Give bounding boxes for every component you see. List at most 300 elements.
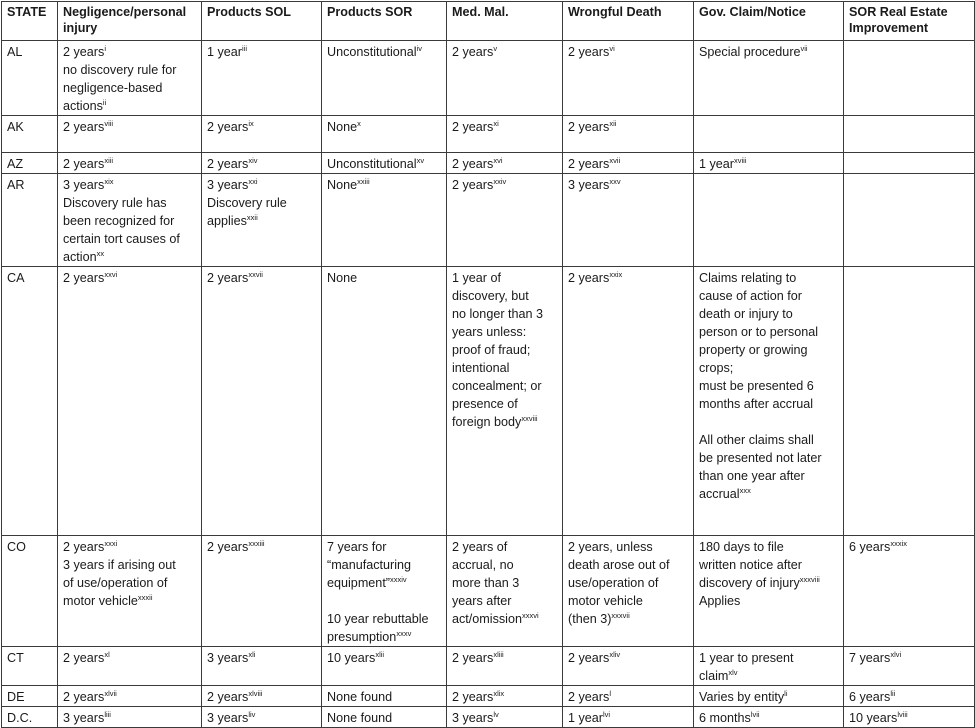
- cell-text: must be presented 6: [699, 379, 814, 393]
- cell-line: [568, 556, 689, 574]
- cell-text: 1 year: [207, 45, 243, 59]
- sor-real-estate-cell: [844, 153, 975, 174]
- table-row: [2, 174, 975, 267]
- med-mal-cell: [447, 536, 563, 647]
- cell-text: 2 years: [452, 157, 494, 171]
- cell-text: 2 years: [63, 540, 105, 554]
- paragraph-gap: [327, 592, 442, 610]
- cell-text: 2 years: [452, 120, 494, 134]
- cell-line: [327, 176, 442, 194]
- cell-text: of use/operation of: [63, 576, 168, 590]
- negligence-cell: [58, 153, 202, 174]
- cell-text: 10 years: [327, 651, 376, 665]
- footnote-marker: viii: [104, 119, 114, 128]
- gov-claim-cell: [694, 267, 844, 536]
- cell-text: 180 days to file: [699, 540, 784, 554]
- cell-text: 6 years: [849, 540, 891, 554]
- cell-line: [63, 176, 197, 194]
- cell-text: 3 years: [63, 178, 105, 192]
- cell-line: [452, 574, 558, 592]
- table-row: [2, 686, 975, 707]
- negligence-cell: [58, 41, 202, 116]
- cell-text: 2 years: [63, 271, 105, 285]
- cell-text: 2 years: [568, 120, 610, 134]
- negligence-cell: [58, 686, 202, 707]
- cell-text: 1 year to present: [699, 651, 794, 665]
- cell-line: [699, 649, 839, 667]
- footnote-marker: xxviii: [521, 414, 538, 423]
- cell-text: 3 years: [207, 651, 249, 665]
- cell-line: [207, 688, 317, 706]
- cell-line: [568, 269, 689, 287]
- products-sol-cell: [202, 647, 322, 686]
- products-sol-cell: [202, 267, 322, 536]
- footnote-marker: xxiii: [357, 177, 370, 186]
- cell-text: act/omission: [452, 612, 522, 626]
- cell-line: [327, 118, 442, 136]
- cell-line: [568, 592, 689, 610]
- gov-claim-cell: [694, 686, 844, 707]
- header-state: STATE: [2, 2, 58, 41]
- cell-text: motor vehicle: [568, 594, 643, 608]
- cell-line: [63, 61, 197, 79]
- products-sol-cell: [202, 41, 322, 116]
- table-row: [2, 116, 975, 153]
- cell-line: [699, 395, 839, 413]
- negligence-cell: [58, 116, 202, 153]
- cell-text: Special procedure: [699, 45, 801, 59]
- cell-line: [568, 155, 689, 173]
- cell-line: [452, 155, 558, 173]
- wrongful-death-cell: [563, 536, 694, 647]
- footnote-marker: liii: [104, 710, 111, 719]
- footnote-marker: xxvii: [248, 270, 263, 279]
- gov-claim-cell: [694, 174, 844, 267]
- cell-text: Discovery rule has: [63, 196, 167, 210]
- cell-text: accrual, no: [452, 558, 514, 572]
- footnote-marker: xliv: [609, 650, 621, 659]
- footnote-marker: xvi: [493, 156, 503, 165]
- cell-line: [452, 323, 558, 341]
- cell-line: [699, 538, 839, 556]
- footnote-marker: lv: [493, 710, 499, 719]
- cell-text: written notice after: [699, 558, 802, 572]
- cell-text: be presented not later: [699, 451, 822, 465]
- cell-text: 2 years: [452, 45, 494, 59]
- footnote-marker: xxx: [739, 486, 751, 495]
- cell-text: Applies: [699, 594, 741, 608]
- cell-text: equipment”: [327, 576, 391, 590]
- cell-line: [699, 485, 839, 503]
- cell-text: 2 years: [63, 651, 105, 665]
- wrongful-death-cell: [563, 267, 694, 536]
- cell-text: (then 3): [568, 612, 612, 626]
- footnote-marker: xlvi: [890, 650, 902, 659]
- cell-text: 2 years of: [452, 540, 508, 554]
- table-row: [2, 536, 975, 647]
- cell-text: cause of action for: [699, 289, 802, 303]
- products-sor-cell: [322, 686, 447, 707]
- state-cell: AL: [2, 41, 58, 116]
- cell-text: been recognized for: [63, 214, 175, 228]
- cell-text: 2 years: [568, 45, 610, 59]
- negligence-cell: [58, 267, 202, 536]
- table-row: [2, 41, 975, 116]
- cell-line: [63, 592, 197, 610]
- sor-real-estate-cell: [844, 41, 975, 116]
- cell-text: 2 years: [452, 651, 494, 665]
- cell-line: [699, 574, 839, 592]
- cell-text: 10 years: [849, 711, 898, 725]
- cell-line: [699, 287, 839, 305]
- cell-text: None: [327, 271, 358, 285]
- footnote-marker: lvi: [603, 710, 611, 719]
- footnote-marker: xl: [104, 650, 110, 659]
- cell-text: no longer than 3: [452, 307, 544, 321]
- cell-text: 2 years: [207, 271, 249, 285]
- footnote-marker: xxiv: [493, 177, 507, 186]
- cell-line: [568, 538, 689, 556]
- cell-line: [63, 649, 197, 667]
- cell-text: 6 months: [699, 711, 751, 725]
- cell-line: [452, 610, 558, 628]
- products-sor-cell: [322, 174, 447, 267]
- footnote-marker: i: [104, 44, 106, 53]
- footnote-marker: xxix: [609, 270, 623, 279]
- footnote-marker: xxvi: [104, 270, 118, 279]
- cell-line: [207, 118, 317, 136]
- cell-text: foreign body: [452, 415, 522, 429]
- footnote-marker: xxi: [248, 177, 258, 186]
- cell-line: [327, 269, 442, 287]
- cell-line: [452, 395, 558, 413]
- cell-text: proof of fraud;: [452, 343, 531, 357]
- cell-text: use/operation of: [568, 576, 659, 590]
- sor-real-estate-cell: [844, 536, 975, 647]
- cell-line: [699, 323, 839, 341]
- cell-text: 2 years: [568, 690, 610, 704]
- gov-claim-cell: [694, 153, 844, 174]
- cell-text: claim: [699, 669, 729, 683]
- header-row: [2, 2, 975, 41]
- sor-real-estate-cell: [844, 116, 975, 153]
- cell-text: None: [327, 178, 358, 192]
- cell-line: [849, 649, 970, 667]
- cell-text: action: [63, 250, 97, 264]
- products-sor-cell: [322, 707, 447, 728]
- cell-text: Unconstitutional: [327, 157, 417, 171]
- cell-text: crops;: [699, 361, 734, 375]
- negligence-cell: [58, 536, 202, 647]
- footnote-marker: xlv: [728, 668, 738, 677]
- footnote-marker: xliii: [493, 650, 504, 659]
- products-sor-cell: [322, 116, 447, 153]
- wrongful-death-cell: [563, 116, 694, 153]
- cell-line: [207, 269, 317, 287]
- footnote-marker: xii: [609, 119, 617, 128]
- sor-real-estate-cell: [844, 686, 975, 707]
- products-sor-cell: [322, 41, 447, 116]
- cell-text: 2 years: [207, 540, 249, 554]
- footnote-marker: xxxiv: [390, 575, 407, 584]
- cell-line: [452, 341, 558, 359]
- cell-text: months after accrual: [699, 397, 814, 411]
- footnote-marker: vi: [609, 44, 615, 53]
- cell-line: [207, 212, 317, 230]
- cell-text: motor vehicle: [63, 594, 138, 608]
- cell-text: 10 year rebuttable: [327, 612, 429, 626]
- footnote-marker: xxii: [246, 213, 258, 222]
- cell-line: [699, 688, 839, 706]
- state-cell: CT: [2, 647, 58, 686]
- footnote-marker: xv: [416, 156, 425, 165]
- cell-text: presence of: [452, 397, 518, 411]
- negligence-cell: [58, 647, 202, 686]
- wrongful-death-cell: [563, 41, 694, 116]
- cell-text: years unless:: [452, 325, 527, 339]
- footnote-marker: xlvii: [104, 689, 117, 698]
- cell-text: Claims relating to: [699, 271, 797, 285]
- footnote-marker: xviii: [734, 156, 747, 165]
- gov-claim-cell: [694, 116, 844, 153]
- paragraph-gap: [699, 413, 839, 431]
- cell-line: [452, 688, 558, 706]
- cell-text: no discovery rule for: [63, 63, 177, 77]
- med-mal-cell: [447, 707, 563, 728]
- footnote-marker: xxxv: [396, 629, 412, 638]
- cell-line: [699, 341, 839, 359]
- cell-text: 2 years: [63, 120, 105, 134]
- header-med-mal: Med. Mal.: [447, 2, 563, 41]
- footnote-marker: xix: [104, 177, 114, 186]
- cell-line: [327, 574, 442, 592]
- state-cell: CO: [2, 536, 58, 647]
- cell-text: death or injury to: [699, 307, 793, 321]
- cell-line: [452, 287, 558, 305]
- footnote-marker: xvii: [609, 156, 621, 165]
- footnote-marker: xxxiii: [248, 539, 265, 548]
- cell-text: 7 years for: [327, 540, 387, 554]
- cell-text: 3 years: [63, 711, 105, 725]
- products-sor-cell: [322, 267, 447, 536]
- cell-line: [568, 118, 689, 136]
- cell-line: [452, 269, 558, 287]
- cell-text: None found: [327, 711, 393, 725]
- cell-line: [452, 377, 558, 395]
- footnote-marker: iv: [416, 44, 423, 53]
- footnote-marker: lvii: [750, 710, 760, 719]
- products-sol-cell: [202, 174, 322, 267]
- gov-claim-cell: [694, 647, 844, 686]
- cell-line: [849, 688, 970, 706]
- cell-text: discovery, but: [452, 289, 529, 303]
- cell-text: death arose out of: [568, 558, 670, 572]
- cell-text: 2 years: [452, 178, 494, 192]
- med-mal-cell: [447, 686, 563, 707]
- negligence-cell: [58, 174, 202, 267]
- footnote-marker: xiii: [104, 156, 114, 165]
- header-negligence: Negligence/personal injury: [58, 2, 202, 41]
- cell-text: 6 years: [849, 690, 891, 704]
- cell-text: 2 years: [63, 690, 105, 704]
- cell-line: [63, 688, 197, 706]
- cell-text: 3 years: [452, 711, 494, 725]
- cell-line: [327, 155, 442, 173]
- cell-text: 7 years: [849, 651, 891, 665]
- negligence-cell: [58, 707, 202, 728]
- cell-text: applies: [207, 214, 247, 228]
- cell-line: [63, 155, 197, 173]
- header-products-sor: Products SOR: [322, 2, 447, 41]
- state-cell: AR: [2, 174, 58, 267]
- products-sol-cell: [202, 536, 322, 647]
- footnote-marker: xxxix: [890, 539, 907, 548]
- products-sol-cell: [202, 707, 322, 728]
- footnote-marker: lviii: [897, 710, 908, 719]
- sor-real-estate-cell: [844, 174, 975, 267]
- table-row: [2, 153, 975, 174]
- cell-line: [63, 538, 197, 556]
- footnote-marker: v: [493, 44, 498, 53]
- cell-line: [207, 649, 317, 667]
- cell-line: [699, 592, 839, 610]
- wrongful-death-cell: [563, 153, 694, 174]
- cell-line: [452, 413, 558, 431]
- cell-text: Discovery rule: [207, 196, 287, 210]
- cell-line: [568, 688, 689, 706]
- footnote-marker: xxv: [609, 177, 621, 186]
- cell-line: [63, 212, 197, 230]
- cell-line: [699, 556, 839, 574]
- gov-claim-cell: [694, 41, 844, 116]
- footnote-marker: xxxi: [104, 539, 118, 548]
- cell-line: [63, 230, 197, 248]
- cell-text: 2 years: [207, 157, 249, 171]
- cell-line: [452, 556, 558, 574]
- cell-text: 2 years: [207, 690, 249, 704]
- products-sor-cell: [322, 647, 447, 686]
- cell-line: [699, 431, 839, 449]
- cell-line: [327, 649, 442, 667]
- products-sol-cell: [202, 116, 322, 153]
- state-cell: D.C.: [2, 707, 58, 728]
- cell-line: [699, 449, 839, 467]
- footnote-marker: iii: [242, 44, 248, 53]
- footnote-marker: xxxii: [137, 593, 153, 602]
- cell-text: concealment; or: [452, 379, 542, 393]
- table-row: [2, 707, 975, 728]
- cell-text: 1 year of: [452, 271, 502, 285]
- footnote-marker: ii: [102, 98, 107, 107]
- footnote-marker: xiv: [248, 156, 258, 165]
- sor-real-estate-cell: [844, 707, 975, 728]
- cell-line: [452, 43, 558, 61]
- state-cell: AZ: [2, 153, 58, 174]
- footnote-marker: vii: [800, 44, 808, 53]
- cell-line: [207, 155, 317, 173]
- cell-line: [699, 43, 839, 61]
- cell-text: All other claims shall: [699, 433, 814, 447]
- cell-text: more than 3: [452, 576, 520, 590]
- wrongful-death-cell: [563, 647, 694, 686]
- cell-line: [63, 118, 197, 136]
- footnote-marker: xxxvii: [611, 611, 630, 620]
- wrongful-death-cell: [563, 174, 694, 267]
- wrongful-death-cell: [563, 707, 694, 728]
- footnote-marker: xlviii: [248, 689, 263, 698]
- cell-line: [452, 176, 558, 194]
- table-row: [2, 647, 975, 686]
- cell-text: 3 years: [207, 178, 249, 192]
- cell-line: [63, 574, 197, 592]
- cell-text: 2 years, unless: [568, 540, 653, 554]
- cell-line: [568, 43, 689, 61]
- cell-line: [699, 269, 839, 287]
- cell-line: [63, 248, 197, 266]
- state-cell: CA: [2, 267, 58, 536]
- footnote-marker: lii: [890, 689, 896, 698]
- cell-line: [699, 467, 839, 485]
- cell-text: 1 year: [699, 157, 735, 171]
- cell-line: [207, 176, 317, 194]
- sor-real-estate-cell: [844, 267, 975, 536]
- cell-line: [452, 118, 558, 136]
- header-products-sol: Products SOL: [202, 2, 322, 41]
- med-mal-cell: [447, 41, 563, 116]
- state-cell: DE: [2, 686, 58, 707]
- cell-line: [699, 377, 839, 395]
- cell-text: None: [327, 120, 358, 134]
- footnote-marker: xi: [493, 119, 499, 128]
- products-sol-cell: [202, 686, 322, 707]
- cell-line: [699, 359, 839, 377]
- cell-text: presumption: [327, 630, 397, 644]
- cell-line: [452, 592, 558, 610]
- cell-text: accrual: [699, 487, 740, 501]
- cell-line: [327, 556, 442, 574]
- cell-text: than one year after: [699, 469, 805, 483]
- cell-line: [327, 688, 442, 706]
- cell-line: [699, 155, 839, 173]
- cell-text: 2 years: [568, 157, 610, 171]
- gov-claim-cell: [694, 536, 844, 647]
- cell-text: 2 years: [63, 45, 105, 59]
- products-sol-cell: [202, 153, 322, 174]
- cell-text: intentional: [452, 361, 510, 375]
- header-wrongful-death: Wrongful Death: [563, 2, 694, 41]
- footnote-marker: liv: [248, 710, 256, 719]
- cell-line: [63, 79, 197, 97]
- header-gov-claim: Gov. Claim/Notice: [694, 2, 844, 41]
- cell-line: [452, 305, 558, 323]
- cell-line: [699, 667, 839, 685]
- cell-line: [699, 305, 839, 323]
- med-mal-cell: [447, 267, 563, 536]
- statute-of-limitations-table: [1, 1, 975, 728]
- sor-real-estate-cell: [844, 647, 975, 686]
- cell-line: [207, 194, 317, 212]
- cell-line: [568, 610, 689, 628]
- cell-line: [568, 574, 689, 592]
- products-sor-cell: [322, 153, 447, 174]
- wrongful-death-cell: [563, 686, 694, 707]
- cell-text: 2 years: [63, 157, 105, 171]
- footnote-marker: xxxvi: [522, 611, 539, 620]
- cell-line: [63, 43, 197, 61]
- footnote-marker: xlii: [375, 650, 385, 659]
- cell-line: [452, 359, 558, 377]
- cell-text: years after: [452, 594, 512, 608]
